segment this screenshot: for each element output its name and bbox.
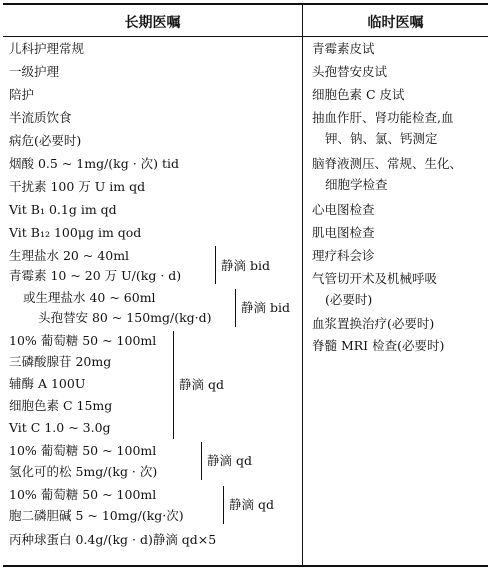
temp-electrolytes: 钾、钠、氯、钙测定 <box>325 131 438 146</box>
order-nursing-level: 一级护理 <box>9 64 60 79</box>
order-diet: 半流质饮食 <box>9 110 72 125</box>
temp-cefotiam-skin-test: 头孢替安皮试 <box>312 64 388 79</box>
order-coenzyme-a: 辅酶 A 100U <box>9 376 86 391</box>
route-label: 静滴 bid <box>221 258 270 273</box>
order-immunoglobulin: 丙种球蛋白 0.4g/(kg · d)静滴 qd×5 <box>9 532 217 547</box>
temp-tracheotomy: 气管切开术及机械呼吸 <box>312 271 438 286</box>
order-glucose-2: 10% 葡萄糖 50 ~ 100ml <box>9 443 157 458</box>
order-hydrocortisone: 氢化可的松 5mg/(kg · 次) <box>9 464 158 479</box>
column-divider <box>302 5 303 565</box>
group-brace <box>201 442 202 480</box>
temp-cytology: 细胞学检查 <box>325 177 388 192</box>
order-niacin: 烟酸 0.5 ~ 1mg/(kg · 次) tid <box>9 156 180 171</box>
header-divider <box>3 36 488 37</box>
temp-ecg: 心电图检查 <box>312 202 375 217</box>
order-cefotiam: 头孢替安 80 ~ 150mg/(kg·d) <box>38 310 212 325</box>
order-saline-2: 或生理盐水 40 ~ 60ml <box>23 290 156 305</box>
order-critical: 病危(必要时) <box>9 133 82 148</box>
order-interferon: 干扰素 100 万 U im qd <box>9 179 146 194</box>
temp-physio-consult: 理疗科会诊 <box>312 248 375 263</box>
order-saline-1: 生理盐水 20 ~ 40ml <box>9 248 130 263</box>
temp-blood-tests: 抽血作肝、肾功能检查,血 <box>312 110 454 125</box>
temp-emg: 肌电图检查 <box>312 225 375 240</box>
order-escort: 陪护 <box>9 87 35 102</box>
order-penicillin: 青霉素 10 ~ 20 万 U/(kg · d) <box>9 268 182 283</box>
route-label: 静滴 qd <box>229 497 274 512</box>
route-label: 静滴 qd <box>207 453 252 468</box>
order-glucose-1: 10% 葡萄糖 50 ~ 100ml <box>9 333 157 348</box>
order-vit-b12: Vit B₁₂ 100μg im qod <box>9 225 142 240</box>
temp-csf-tests: 脑脊液测压、常规、生化、 <box>312 156 463 171</box>
order-vit-c: Vit C 1.0 ~ 3.0g <box>9 420 111 435</box>
order-citicoline: 胞二磷胆碱 5 ~ 10mg/(kg·次) <box>9 508 184 523</box>
group-brace <box>215 246 216 284</box>
group-brace <box>173 331 174 439</box>
group-brace <box>235 289 236 327</box>
temp-cytochrome-skin-test: 细胞色素 C 皮试 <box>312 87 405 102</box>
temp-plasma-exchange: 血浆置换治疗(必要时) <box>312 316 435 331</box>
order-glucose-3: 10% 葡萄糖 50 ~ 100ml <box>9 487 157 502</box>
order-care-routine: 儿科护理常规 <box>9 41 85 56</box>
group-brace <box>223 486 224 524</box>
temp-penicillin-skin-test: 青霉素皮试 <box>312 41 375 56</box>
order-atp: 三磷酸腺苷 20mg <box>9 354 112 369</box>
orders-table <box>3 3 488 567</box>
order-cytochrome-c: 细胞色素 C 15mg <box>9 398 113 413</box>
temp-spinal-mri: 脊髓 MRI 检查(必要时) <box>312 338 445 353</box>
route-label: 静滴 bid <box>241 300 290 315</box>
header-temporary: 临时医嘱 <box>367 15 424 31</box>
header-long-term: 长期医嘱 <box>124 15 181 31</box>
route-label: 静滴 qd <box>179 377 224 392</box>
order-vit-b1: Vit B₁ 0.1g im qd <box>9 202 117 217</box>
temp-if-needed: (必要时) <box>325 292 373 307</box>
